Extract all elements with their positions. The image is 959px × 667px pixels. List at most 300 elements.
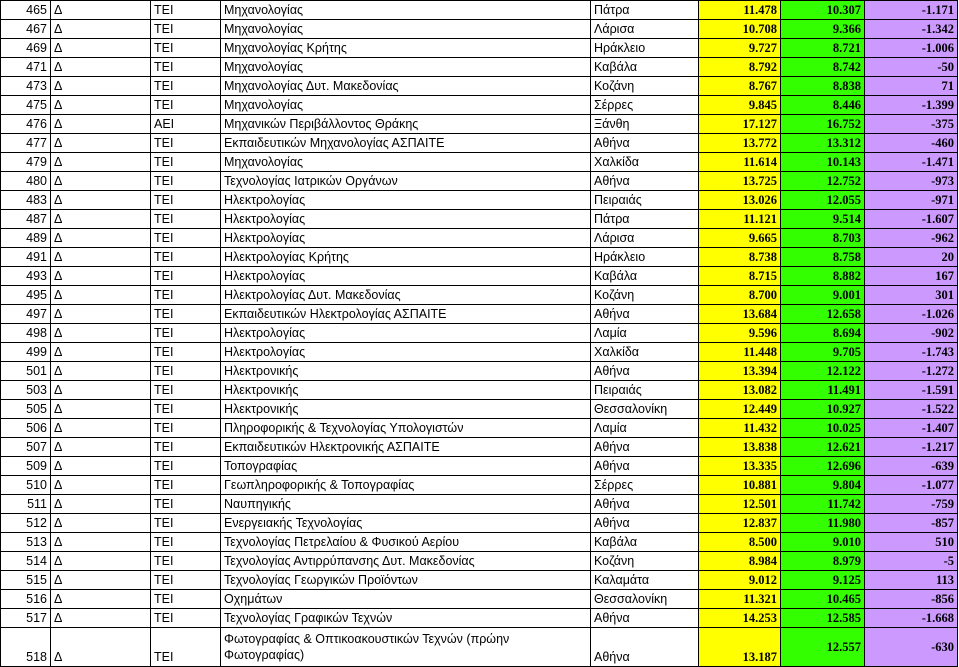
department-cell: Ενεργειακής Τεχνολογίας <box>221 514 591 533</box>
code-cell: 487 <box>1 210 51 229</box>
score-2011-cell: 9.705 <box>781 343 865 362</box>
institution-type-cell: ΤΕΙ <box>151 419 221 438</box>
city-cell: Αθήνα <box>591 609 699 628</box>
city-cell: Καλαμάτα <box>591 571 699 590</box>
difference-cell: -1.471 <box>865 153 958 172</box>
department-cell: Ηλεκτρολογίας Δυτ. Μακεδονίας <box>221 286 591 305</box>
institution-type-cell: ΤΕΙ <box>151 400 221 419</box>
department-cell: Τεχνολογίας Ιατρικών Οργάνων <box>221 172 591 191</box>
score-2011-cell: 9.001 <box>781 286 865 305</box>
delta-cell: Δ <box>51 533 151 552</box>
city-cell: Αθήνα <box>591 514 699 533</box>
department-cell: Ναυπηγικής <box>221 495 591 514</box>
difference-cell: -971 <box>865 191 958 210</box>
code-cell: 473 <box>1 77 51 96</box>
score-2011-cell: 10.143 <box>781 153 865 172</box>
table-row <box>1 438 958 457</box>
department-cell: Μηχανικών Περιβάλλοντος Θράκης <box>221 115 591 134</box>
department-cell: Μηχανολογίας <box>221 20 591 39</box>
difference-cell: -630 <box>865 628 958 667</box>
difference-cell: -1.217 <box>865 438 958 457</box>
score-2010-cell: 13.187 <box>699 628 781 667</box>
table-row <box>1 115 958 134</box>
score-2011-cell: 12.122 <box>781 362 865 381</box>
code-cell: 480 <box>1 172 51 191</box>
table-row <box>1 172 958 191</box>
difference-cell: -1.522 <box>865 400 958 419</box>
delta-cell: Δ <box>51 419 151 438</box>
table-row <box>1 248 958 267</box>
city-cell: Ξάνθη <box>591 115 699 134</box>
code-cell: 507 <box>1 438 51 457</box>
department-cell: Φωτογραφίας & Οπτικοακουστικών Τεχνών (πρώην Φωτογραφίας) <box>221 628 591 667</box>
department-cell: Εκπαιδευτικών Μηχανολογίας ΑΣΠΑΙΤΕ <box>221 134 591 153</box>
institution-type-cell: ΤΕΙ <box>151 172 221 191</box>
score-2010-cell: 8.715 <box>699 267 781 286</box>
institution-type-cell: ΤΕΙ <box>151 628 221 667</box>
code-cell: 511 <box>1 495 51 514</box>
code-cell: 465 <box>1 1 51 20</box>
score-2010-cell: 13.725 <box>699 172 781 191</box>
department-cell: Ηλεκτρολογίας <box>221 229 591 248</box>
code-cell: 495 <box>1 286 51 305</box>
score-2011-cell: 8.742 <box>781 58 865 77</box>
delta-cell: Δ <box>51 134 151 153</box>
city-cell: Καβάλα <box>591 58 699 77</box>
code-cell: 491 <box>1 248 51 267</box>
department-cell: Μηχανολογίας Κρήτης <box>221 39 591 58</box>
city-cell: Αθήνα <box>591 628 699 667</box>
code-cell: 515 <box>1 571 51 590</box>
city-cell: Κοζάνη <box>591 286 699 305</box>
difference-cell: 20 <box>865 248 958 267</box>
difference-cell: 167 <box>865 267 958 286</box>
score-2010-cell: 11.614 <box>699 153 781 172</box>
difference-cell: -1.026 <box>865 305 958 324</box>
score-2011-cell: 12.557 <box>781 628 865 667</box>
score-2010-cell: 10.881 <box>699 476 781 495</box>
delta-cell: Δ <box>51 210 151 229</box>
difference-cell: -375 <box>865 115 958 134</box>
score-2011-cell: 10.025 <box>781 419 865 438</box>
code-cell: 469 <box>1 39 51 58</box>
score-2011-cell: 10.465 <box>781 590 865 609</box>
score-2011-cell: 12.621 <box>781 438 865 457</box>
score-2010-cell: 13.335 <box>699 457 781 476</box>
score-2010-cell: 8.500 <box>699 533 781 552</box>
score-2011-cell: 9.010 <box>781 533 865 552</box>
difference-cell: -962 <box>865 229 958 248</box>
difference-cell: -1.607 <box>865 210 958 229</box>
department-cell: Μηχανολογίας <box>221 58 591 77</box>
city-cell: Πάτρα <box>591 210 699 229</box>
city-cell: Πειραιάς <box>591 381 699 400</box>
difference-cell: -5 <box>865 552 958 571</box>
table-row <box>1 343 958 362</box>
institution-type-cell: ΤΕΙ <box>151 457 221 476</box>
table-row <box>1 514 958 533</box>
code-cell: 510 <box>1 476 51 495</box>
score-2010-cell: 13.082 <box>699 381 781 400</box>
table-row <box>1 571 958 590</box>
table-row <box>1 20 958 39</box>
city-cell: Κοζάνη <box>591 77 699 96</box>
department-cell: Εκπαιδευτικών Ηλεκτρολογίας ΑΣΠΑΙΤΕ <box>221 305 591 324</box>
city-cell: Πάτρα <box>591 1 699 20</box>
score-2011-cell: 12.696 <box>781 457 865 476</box>
institution-type-cell: ΤΕΙ <box>151 191 221 210</box>
delta-cell: Δ <box>51 628 151 667</box>
table-row <box>1 590 958 609</box>
department-cell: Ηλεκτρονικής <box>221 400 591 419</box>
delta-cell: Δ <box>51 552 151 571</box>
code-cell: 518 <box>1 628 51 667</box>
code-cell: 471 <box>1 58 51 77</box>
city-cell: Αθήνα <box>591 438 699 457</box>
delta-cell: Δ <box>51 1 151 20</box>
table-body <box>1 1 958 667</box>
delta-cell: Δ <box>51 191 151 210</box>
score-2010-cell: 14.253 <box>699 609 781 628</box>
difference-cell: -1.272 <box>865 362 958 381</box>
institution-type-cell: ΤΕΙ <box>151 210 221 229</box>
table-row <box>1 229 958 248</box>
score-2010-cell: 11.432 <box>699 419 781 438</box>
score-2011-cell: 11.742 <box>781 495 865 514</box>
score-2010-cell: 8.792 <box>699 58 781 77</box>
difference-cell: -856 <box>865 590 958 609</box>
score-2011-cell: 8.446 <box>781 96 865 115</box>
table-row <box>1 381 958 400</box>
institution-type-cell: ΤΕΙ <box>151 229 221 248</box>
difference-cell: -1.006 <box>865 39 958 58</box>
city-cell: Λαμία <box>591 419 699 438</box>
institution-type-cell: ΤΕΙ <box>151 39 221 58</box>
city-cell: Κοζάνη <box>591 552 699 571</box>
score-2010-cell: 13.838 <box>699 438 781 457</box>
table-row <box>1 609 958 628</box>
score-2010-cell: 10.708 <box>699 20 781 39</box>
difference-cell: -973 <box>865 172 958 191</box>
city-cell: Καβάλα <box>591 267 699 286</box>
difference-cell: -1.668 <box>865 609 958 628</box>
score-2011-cell: 12.658 <box>781 305 865 324</box>
code-cell: 501 <box>1 362 51 381</box>
institution-type-cell: ΤΕΙ <box>151 153 221 172</box>
delta-cell: Δ <box>51 381 151 400</box>
city-cell: Αθήνα <box>591 362 699 381</box>
code-cell: 475 <box>1 96 51 115</box>
institution-type-cell: ΤΕΙ <box>151 305 221 324</box>
institution-type-cell: ΤΕΙ <box>151 324 221 343</box>
table-row <box>1 39 958 58</box>
delta-cell: Δ <box>51 514 151 533</box>
city-cell: Αθήνα <box>591 134 699 153</box>
table-row <box>1 267 958 286</box>
delta-cell: Δ <box>51 590 151 609</box>
department-cell: Μηχανολογίας <box>221 153 591 172</box>
department-cell: Τεχνολογίας Αντιρρύπανσης Δυτ. Μακεδονίας <box>221 552 591 571</box>
delta-cell: Δ <box>51 495 151 514</box>
difference-cell: -857 <box>865 514 958 533</box>
score-2011-cell: 12.055 <box>781 191 865 210</box>
table-row <box>1 495 958 514</box>
delta-cell: Δ <box>51 172 151 191</box>
score-2011-cell: 8.758 <box>781 248 865 267</box>
delta-cell: Δ <box>51 343 151 362</box>
table-row <box>1 210 958 229</box>
city-cell: Χαλκίδα <box>591 153 699 172</box>
difference-cell: -50 <box>865 58 958 77</box>
department-cell: Ηλεκτρολογίας <box>221 210 591 229</box>
difference-cell: -1.399 <box>865 96 958 115</box>
difference-cell: -1.077 <box>865 476 958 495</box>
delta-cell: Δ <box>51 39 151 58</box>
score-2011-cell: 8.838 <box>781 77 865 96</box>
institution-type-cell: ΤΕΙ <box>151 533 221 552</box>
table-row <box>1 400 958 419</box>
institution-type-cell: ΑΕΙ <box>151 115 221 134</box>
score-2011-cell: 10.927 <box>781 400 865 419</box>
difference-cell: 510 <box>865 533 958 552</box>
city-cell: Αθήνα <box>591 457 699 476</box>
code-cell: 503 <box>1 381 51 400</box>
delta-cell: Δ <box>51 362 151 381</box>
difference-cell: -902 <box>865 324 958 343</box>
score-2011-cell: 9.125 <box>781 571 865 590</box>
institution-type-cell: ΤΕΙ <box>151 58 221 77</box>
delta-cell: Δ <box>51 571 151 590</box>
code-cell: 498 <box>1 324 51 343</box>
delta-cell: Δ <box>51 305 151 324</box>
table-row <box>1 77 958 96</box>
code-cell: 489 <box>1 229 51 248</box>
department-cell: Τεχνολογίας Γεωργικών Προϊόντων <box>221 571 591 590</box>
institution-type-cell: ΤΕΙ <box>151 286 221 305</box>
department-cell: Ηλεκτρονικής <box>221 381 591 400</box>
institution-type-cell: ΤΕΙ <box>151 343 221 362</box>
score-2010-cell: 12.449 <box>699 400 781 419</box>
delta-cell: Δ <box>51 153 151 172</box>
city-cell: Αθήνα <box>591 172 699 191</box>
institution-type-cell: ΤΕΙ <box>151 20 221 39</box>
score-2011-cell: 11.980 <box>781 514 865 533</box>
city-cell: Ηράκλειο <box>591 39 699 58</box>
institution-type-cell: ΤΕΙ <box>151 552 221 571</box>
city-cell: Λαμία <box>591 324 699 343</box>
code-cell: 476 <box>1 115 51 134</box>
city-cell: Λάρισα <box>591 229 699 248</box>
table-row <box>1 419 958 438</box>
table-row <box>1 1 958 20</box>
city-cell: Σέρρες <box>591 96 699 115</box>
code-cell: 513 <box>1 533 51 552</box>
department-cell: Ηλεκτρονικής <box>221 362 591 381</box>
difference-cell: -1.342 <box>865 20 958 39</box>
table-row <box>1 552 958 571</box>
table-row <box>1 96 958 115</box>
score-2011-cell: 13.312 <box>781 134 865 153</box>
code-cell: 512 <box>1 514 51 533</box>
score-2011-cell: 9.514 <box>781 210 865 229</box>
department-cell: Τεχνολογίας Πετρελαίου & Φυσικού Αερίου <box>221 533 591 552</box>
city-cell: Ηράκλειο <box>591 248 699 267</box>
table-row <box>1 476 958 495</box>
institution-type-cell: ΤΕΙ <box>151 590 221 609</box>
institution-type-cell: ΤΕΙ <box>151 248 221 267</box>
score-2010-cell: 11.321 <box>699 590 781 609</box>
score-2010-cell: 13.772 <box>699 134 781 153</box>
table-row <box>1 362 958 381</box>
code-cell: 479 <box>1 153 51 172</box>
table-row <box>1 58 958 77</box>
city-cell: Θεσσαλονίκη <box>591 400 699 419</box>
difference-cell: 113 <box>865 571 958 590</box>
department-cell: Μηχανολογίας <box>221 1 591 20</box>
delta-cell: Δ <box>51 115 151 134</box>
score-2011-cell: 16.752 <box>781 115 865 134</box>
department-cell: Μηχανολογίας Δυτ. Μακεδονίας <box>221 77 591 96</box>
difference-cell: -1.591 <box>865 381 958 400</box>
score-2011-cell: 8.979 <box>781 552 865 571</box>
institution-type-cell: ΤΕΙ <box>151 362 221 381</box>
score-2011-cell: 8.703 <box>781 229 865 248</box>
score-2010-cell: 11.478 <box>699 1 781 20</box>
city-cell: Καβάλα <box>591 533 699 552</box>
delta-cell: Δ <box>51 267 151 286</box>
delta-cell: Δ <box>51 457 151 476</box>
table-row <box>1 533 958 552</box>
institution-type-cell: ΤΕΙ <box>151 381 221 400</box>
city-cell: Θεσσαλονίκη <box>591 590 699 609</box>
table-row <box>1 305 958 324</box>
score-2010-cell: 17.127 <box>699 115 781 134</box>
institution-type-cell: ΤΕΙ <box>151 476 221 495</box>
table-row <box>1 457 958 476</box>
score-2011-cell: 8.882 <box>781 267 865 286</box>
institution-type-cell: ΤΕΙ <box>151 514 221 533</box>
department-cell: Ηλεκτρολογίας <box>221 267 591 286</box>
code-cell: 514 <box>1 552 51 571</box>
score-2010-cell: 9.596 <box>699 324 781 343</box>
department-cell: Τεχνολογίας Γραφικών Τεχνών <box>221 609 591 628</box>
table-row <box>1 134 958 153</box>
score-2010-cell: 11.121 <box>699 210 781 229</box>
code-cell: 477 <box>1 134 51 153</box>
table-row <box>1 153 958 172</box>
institution-type-cell: ΤΕΙ <box>151 134 221 153</box>
table-row <box>1 628 958 667</box>
institution-type-cell: ΤΕΙ <box>151 609 221 628</box>
delta-cell: Δ <box>51 248 151 267</box>
department-cell: Ηλεκτρολογίας Κρήτης <box>221 248 591 267</box>
institution-type-cell: ΤΕΙ <box>151 495 221 514</box>
institution-type-cell: ΤΕΙ <box>151 571 221 590</box>
code-cell: 467 <box>1 20 51 39</box>
difference-cell: -1.171 <box>865 1 958 20</box>
city-cell: Σέρρες <box>591 476 699 495</box>
score-2010-cell: 8.738 <box>699 248 781 267</box>
delta-cell: Δ <box>51 438 151 457</box>
delta-cell: Δ <box>51 609 151 628</box>
code-cell: 493 <box>1 267 51 286</box>
score-2010-cell: 8.767 <box>699 77 781 96</box>
city-cell: Λάρισα <box>591 20 699 39</box>
difference-cell: -1.407 <box>865 419 958 438</box>
score-2011-cell: 12.752 <box>781 172 865 191</box>
score-2010-cell: 12.501 <box>699 495 781 514</box>
table-row <box>1 324 958 343</box>
city-cell: Αθήνα <box>591 305 699 324</box>
institution-type-cell: ΤΕΙ <box>151 1 221 20</box>
city-cell: Χαλκίδα <box>591 343 699 362</box>
delta-cell: Δ <box>51 229 151 248</box>
difference-cell: 71 <box>865 77 958 96</box>
institution-type-cell: ΤΕΙ <box>151 77 221 96</box>
score-2010-cell: 13.026 <box>699 191 781 210</box>
code-cell: 509 <box>1 457 51 476</box>
table-row <box>1 286 958 305</box>
score-2010-cell: 13.684 <box>699 305 781 324</box>
difference-cell: -1.743 <box>865 343 958 362</box>
delta-cell: Δ <box>51 96 151 115</box>
delta-cell: Δ <box>51 20 151 39</box>
institution-type-cell: ΤΕΙ <box>151 438 221 457</box>
department-cell: Οχημάτων <box>221 590 591 609</box>
code-cell: 506 <box>1 419 51 438</box>
score-2010-cell: 11.448 <box>699 343 781 362</box>
department-cell: Μηχανολογίας <box>221 96 591 115</box>
code-cell: 497 <box>1 305 51 324</box>
department-cell: Εκπαιδευτικών Ηλεκτρονικής ΑΣΠΑΙΤΕ <box>221 438 591 457</box>
score-2010-cell: 9.012 <box>699 571 781 590</box>
code-cell: 517 <box>1 609 51 628</box>
department-cell: Ηλεκτρολογίας <box>221 191 591 210</box>
score-2011-cell: 12.585 <box>781 609 865 628</box>
score-2010-cell: 13.394 <box>699 362 781 381</box>
city-cell: Αθήνα <box>591 495 699 514</box>
difference-cell: -639 <box>865 457 958 476</box>
delta-cell: Δ <box>51 476 151 495</box>
score-2010-cell: 9.727 <box>699 39 781 58</box>
department-cell: Ηλεκτρολογίας <box>221 343 591 362</box>
score-2010-cell: 8.700 <box>699 286 781 305</box>
score-2010-cell: 9.845 <box>699 96 781 115</box>
score-2010-cell: 8.984 <box>699 552 781 571</box>
score-2011-cell: 10.307 <box>781 1 865 20</box>
department-cell: Γεωπληροφορικής & Τοπογραφίας <box>221 476 591 495</box>
score-2011-cell: 9.804 <box>781 476 865 495</box>
code-cell: 516 <box>1 590 51 609</box>
difference-cell: -460 <box>865 134 958 153</box>
score-2010-cell: 9.665 <box>699 229 781 248</box>
code-cell: 483 <box>1 191 51 210</box>
delta-cell: Δ <box>51 286 151 305</box>
score-2011-cell: 8.694 <box>781 324 865 343</box>
delta-cell: Δ <box>51 77 151 96</box>
delta-cell: Δ <box>51 400 151 419</box>
code-cell: 505 <box>1 400 51 419</box>
city-cell: Πειραιάς <box>591 191 699 210</box>
institution-type-cell: ΤΕΙ <box>151 96 221 115</box>
score-2011-cell: 9.366 <box>781 20 865 39</box>
delta-cell: Δ <box>51 58 151 77</box>
institution-type-cell: ΤΕΙ <box>151 267 221 286</box>
difference-cell: -759 <box>865 495 958 514</box>
difference-cell: 301 <box>865 286 958 305</box>
score-2011-cell: 11.491 <box>781 381 865 400</box>
score-2011-cell: 8.721 <box>781 39 865 58</box>
